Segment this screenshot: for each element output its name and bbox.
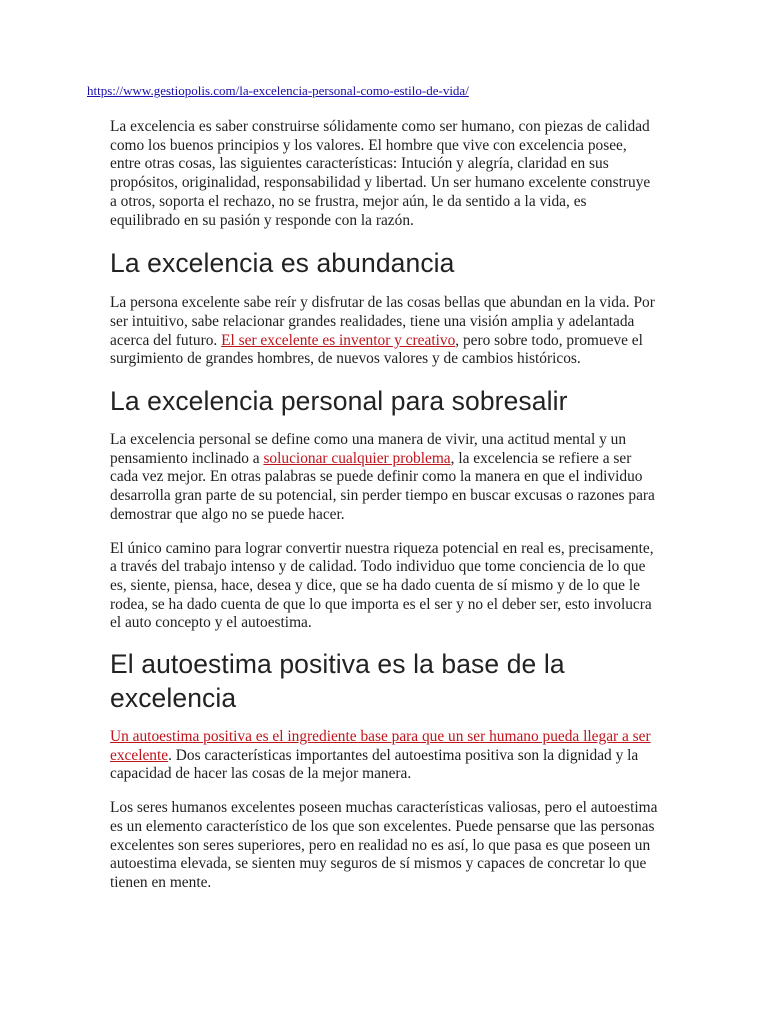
- heading-autoestima: El autoestima positiva es la base de la excelencia: [110, 649, 565, 714]
- paragraph-text: . Dos características importantes del autoestima positiva son la dignidad y la capacidad de hacer las cosas de la mejor manera.: [110, 746, 639, 783]
- inline-link-solucionar-problema[interactable]: solucionar cualquier problema: [263, 449, 451, 467]
- paragraph-definicion: [110, 431, 658, 525]
- paragraph-intro: La excelencia es saber construirse sólidamente como ser humano, con piezas de calidad como los buenos principios y los valores. El hombre que vive con excelencia posee, entre otras cosas, las siguientes características: Intución y alegría, claridad en sus propósitos, originalidad, responsabilidad y libertad. Un ser humano excelente construye a otros, soporta el rechazo, no se frustra, mejor aún, le da sentido a la vida, es equilibrado en su pasión y responde con la razón.: [110, 118, 651, 229]
- heading-sobresalir: La excelencia personal para sobresalir: [110, 386, 568, 417]
- paragraph-text: La persona excelente sabe reír y disfrutar de las cosas bellas que abundan en la vida. Por ser intuitivo, sabe relacionar grandes realidades, tiene una visión amplia y adelantada acerca del futuro.: [110, 294, 655, 349]
- paragraph-text: La excelencia personal se define como una manera de vivir, una actitud mental y un pensamiento inclinado a: [110, 431, 627, 467]
- inline-link-autoestima-positiva[interactable]: Un autoestima positiva es el ingrediente base para que un ser humano pueda llegar a ser excelente: [110, 728, 651, 764]
- source-url-link[interactable]: https://www.gestiopolis.com/la-excelencia-personal-como-estilo-de-vida/: [87, 83, 469, 98]
- inline-link-inventor-creativo[interactable]: El ser excelente es inventor y creativo: [221, 331, 456, 349]
- heading-abundancia: La excelencia es abundancia: [110, 248, 455, 279]
- paragraph-autoestima: [110, 728, 658, 784]
- paragraph-camino: El único camino para lograr convertir nuestra riqueza potencial en real es, precisamente, a través del trabajo intenso y de calidad. Todo individuo que tome conciencia de lo que es, siente, piensa, hace, desea y dice, que se ha dado cuenta de sí mismo y de lo que le rodea, se ha dado cuenta de que lo que importa es el ser y no el deber ser, esto involucra el auto concepto y el autoestima.: [110, 539, 654, 632]
- paragraph-abundancia: [110, 294, 658, 369]
- paragraph-seres-excelentes: Los seres humanos excelentes poseen muchas características valiosas, pero el autoestima es un elemento característico de los que son excelentes. Puede pensarse que las personas excelentes son seres superiores, pero en realidad no es así, lo que pasa es que poseen un autoestima elevada, se sienten muy seguros de sí mismos y capaces de concretar lo que tienen en mente.: [110, 799, 658, 891]
- paragraph-text: , pero sobre todo, promueve el surgimiento de grandes hombres, de nuevos valores y de cambios históricos.: [110, 331, 643, 368]
- article-body: [110, 118, 658, 893]
- paragraph-text: , la excelencia se refiere a ser cada vez mejor. En otras palabras se puede definir como la manera en que el individuo desarrolla gran parte de su potencial, sin perder tiempo en buscar excusas o razones para demostrar que algo no se puede hacer.: [110, 449, 655, 523]
